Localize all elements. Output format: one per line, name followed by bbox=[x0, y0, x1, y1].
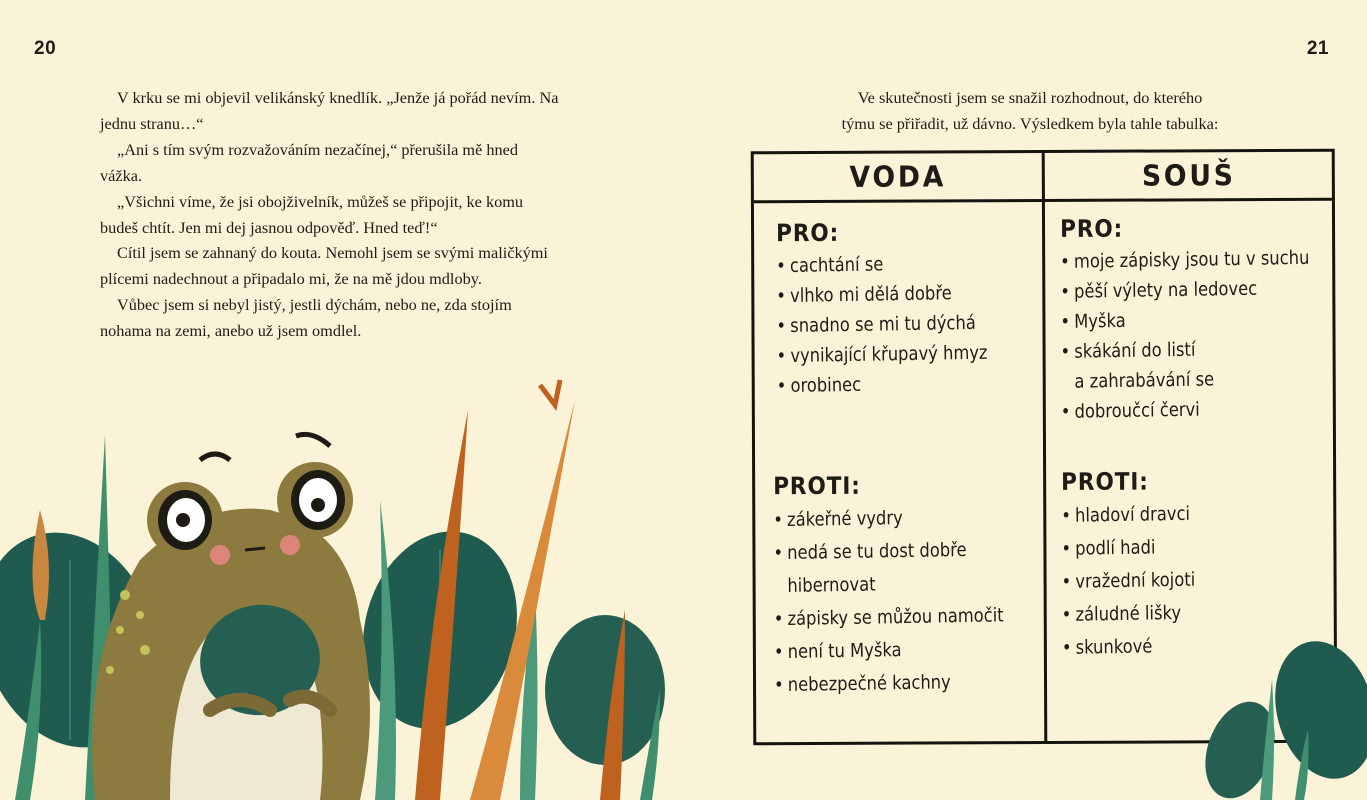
list-item-continuation: hibernovat bbox=[787, 573, 876, 597]
voda-pro bbox=[776, 218, 1047, 401]
story-paragraph: „Všichni víme, že jsi obojživelník, můžeš se připojit, ke komu budeš chtít. Jen mi dej jasnou odpověď. Hned teď!“ bbox=[100, 191, 524, 237]
list-item: • moje zápisky jsou tu v suchu bbox=[1060, 243, 1293, 277]
page-number-right: 21 bbox=[1306, 38, 1329, 59]
list-item: • Myška bbox=[1060, 303, 1293, 337]
voda-proti bbox=[773, 471, 1044, 702]
frog-illustration bbox=[0, 360, 700, 800]
frog-icon bbox=[92, 434, 370, 800]
intro-line: Ve skutečnosti jsem se snažil rozhodnout, do kterého bbox=[857, 88, 1203, 107]
story-paragraph: V krku se mi objevil velikánský knedlík. „Jenže já pořád nevím. Na jednu stranu…“ bbox=[100, 88, 559, 133]
leaves-right-illustration bbox=[1200, 620, 1367, 800]
list-item: • vražední kojoti bbox=[1061, 562, 1294, 599]
proti-label: PROTI: bbox=[1061, 467, 1149, 496]
story-paragraph: Vůbec jsem si nebyl jistý, jestli dýchám, nebo ne, zda stojím nohama na zemi, anebo už jsem omdlel. bbox=[100, 295, 512, 341]
page-number-left: 20 bbox=[34, 38, 57, 59]
list-item: • zákeřné vydry bbox=[773, 500, 1006, 537]
list-item: • pěší výlety na ledovec bbox=[1060, 273, 1293, 307]
list-item: • hladoví dravci bbox=[1061, 496, 1294, 533]
list-item: • podlí hadi bbox=[1061, 529, 1294, 566]
intro-line: týmu se přiřadit, už dávno. Výsledkem byla tahle tabulka: bbox=[841, 114, 1219, 133]
list-item-continuation: a zahrabávání se bbox=[1074, 368, 1215, 393]
sous-pro bbox=[1060, 214, 1331, 427]
list-item: • není tu Myška bbox=[774, 632, 1007, 669]
list-item: • cachtání se bbox=[776, 247, 1009, 281]
leaf-cluster-icon bbox=[1200, 630, 1367, 800]
story-paragraph: Cítil jsem se zahnaný do kouta. Nemohl jsem se svými maličkými plícemi nadechnout a připadalo mi, že na mě jdou mdloby. bbox=[100, 243, 548, 289]
list-item: • dobroučcí červi bbox=[1061, 393, 1294, 427]
story-text bbox=[100, 85, 560, 344]
list-item: • nedá se tu dost dobře bbox=[773, 533, 1006, 570]
list-item: • skunkové bbox=[1062, 628, 1295, 665]
list-item: • vlhko mi dělá dobře bbox=[776, 277, 1009, 311]
list-item: • záludné lišky bbox=[1062, 595, 1295, 632]
list-item: • snadno se mi tu dýchá bbox=[776, 307, 1009, 341]
pro-label: PRO: bbox=[1059, 214, 1124, 243]
proti-label: PROTI: bbox=[773, 471, 861, 501]
pro-label: PRO: bbox=[776, 218, 840, 248]
list-item: • nebezpečné kachny bbox=[774, 665, 1007, 702]
column-header-sous: SOUŠ bbox=[1141, 158, 1236, 193]
list-item: • orobinec bbox=[777, 367, 1010, 401]
story-paragraph: „Ani s tím svým rozvažováním nezačínej,“ přerušila mě hned vážka. bbox=[100, 139, 519, 185]
column-header-voda: VODA bbox=[849, 159, 947, 194]
list-item: • zápisky se můžou namočit bbox=[774, 599, 1007, 636]
list-item: • skákání do listí bbox=[1060, 333, 1293, 367]
list-item: • vynikající křupavý hmyz bbox=[776, 337, 1009, 371]
table-intro bbox=[790, 85, 1270, 137]
